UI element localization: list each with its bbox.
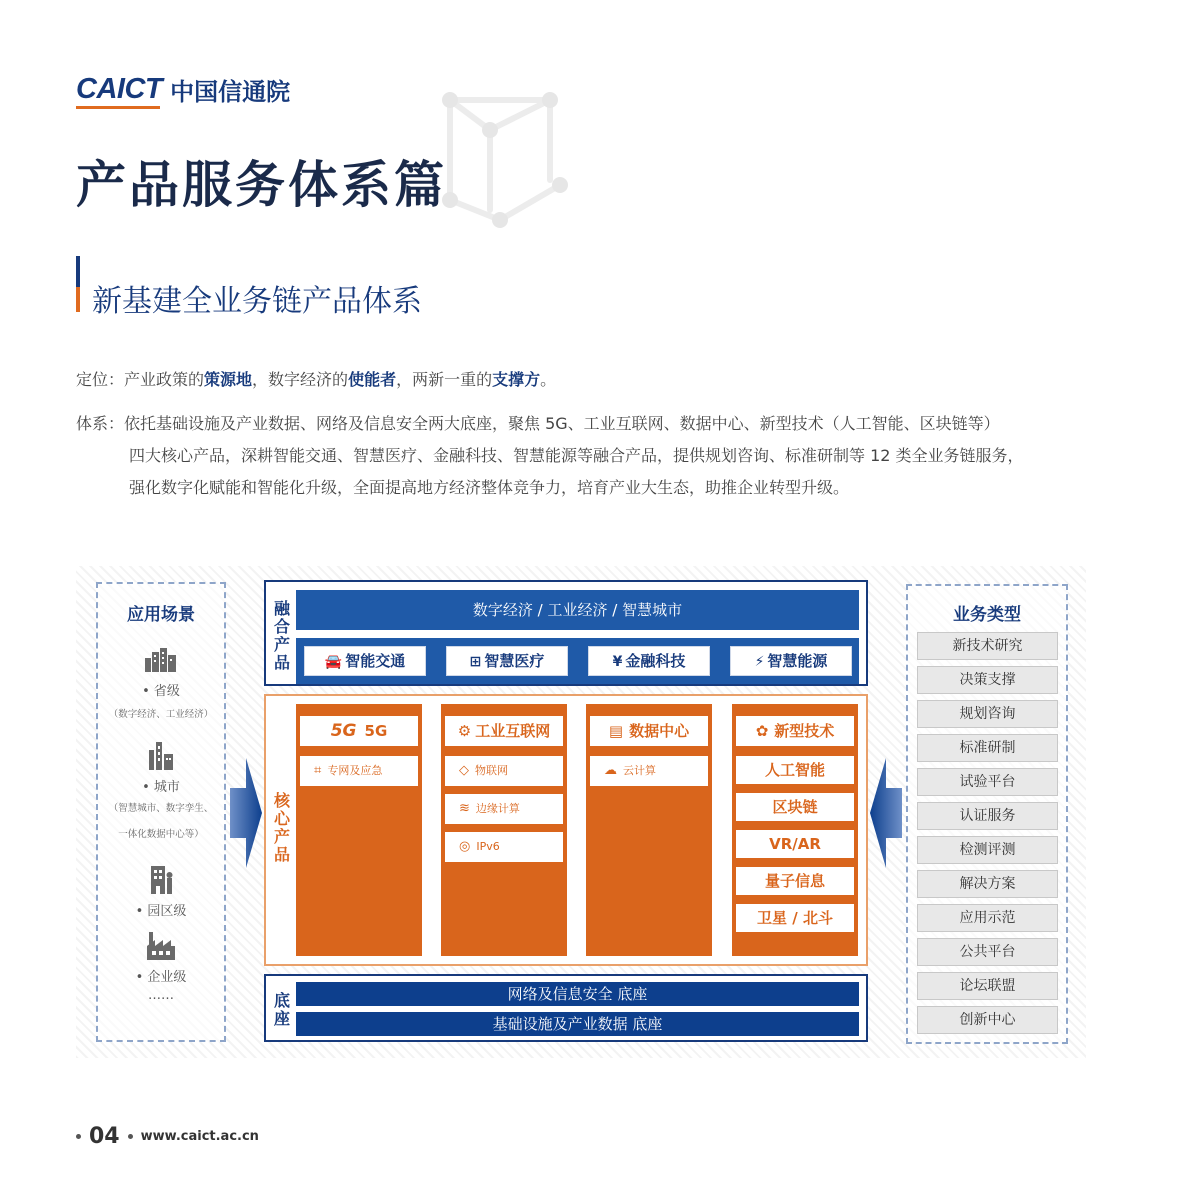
footer-url[interactable]: www.caict.ac.cn [140,1129,259,1144]
base-label: 底座 [273,991,290,1028]
business-item: 检测评测 [917,836,1058,864]
core-item-vr-ar: VR/AR [736,830,854,858]
tech-network-icon: ✿ [755,722,769,740]
scene-province: • 省级 [142,684,180,699]
scene-province-note: （数字经济、工业经济） [108,709,214,720]
scene-enterprise: • 企业级 [135,970,187,985]
business-item: 标准研制 [917,734,1058,762]
server-rack-icon: ▤ [608,722,624,740]
scenes-title: 应用场景 [127,605,195,625]
fusion-item-label: 智能交通 [345,652,406,670]
bullet-dot [76,1134,81,1139]
core-col-data-center [586,704,712,956]
fusion-item-smart-medical [446,646,568,676]
core-sub-label: 专网及应急 [327,764,383,777]
bold-term: 使能者 [348,370,397,389]
network-icon: ⌗ [314,763,322,778]
page-number: 04 [89,1124,120,1149]
fusion-item-label: 智慧医疗 [484,652,545,670]
core-head-label: 新型技术 [774,722,835,740]
core-sub-cloud-computing [590,756,708,786]
business-item: 试验平台 [917,768,1058,796]
logo-cn: 中国信通院 [170,78,291,106]
cloud-icon: ☁ [604,763,617,778]
business-item: 论坛联盟 [917,972,1058,1000]
text-run: ，两新一重的 [396,370,493,389]
positioning-paragraph [76,364,556,396]
text-run: ，数字经济的 [252,370,349,389]
core-sub-label: IPv6 [476,840,500,853]
brand-logo [76,72,290,107]
park-building-icon [98,864,224,901]
business-types-panel [906,584,1068,1044]
5g-logo-icon: 5G [330,721,357,741]
scene-city-note-2: 一体化数据中心等） [118,829,204,840]
city-icon [98,740,224,777]
fusion-label: 融合产品 [273,599,290,672]
core-label: 核心产品 [273,791,290,864]
business-item: 创新中心 [917,1006,1058,1034]
factory-icon [98,930,224,967]
business-item: 规划咨询 [917,700,1058,728]
core-sub-label: 云计算 [623,764,656,777]
core-head-label: 工业互联网 [475,722,551,740]
business-item: 决策支撑 [917,666,1058,694]
core-item-quantum: 量子信息 [736,867,854,895]
core-item-blockchain: 区块链 [736,793,854,821]
fusion-item-label: 金融科技 [625,652,686,670]
section-accent-bar [76,256,80,312]
base-band-infrastructure: 基础设施及产业数据 底座 [296,1012,859,1036]
business-item: 认证服务 [917,802,1058,830]
edge-computing-icon: ≋ [459,801,470,816]
core-sub-private-network [300,756,418,786]
ipv6-icon: ◎ [459,839,471,854]
core-item-ai: 人工智能 [736,756,854,784]
medical-kit-icon: ⊞ [469,654,482,670]
robot-arm-icon: ⚙ [457,722,472,740]
core-col-new-tech [732,704,858,956]
scene-more-ellipsis: …… [148,988,174,1003]
system-line: 依托基础设施及产业数据、网络及信息安全两大底座，聚焦 5G、工业互联网、数据中心、新型技术（人工智能、区块链等） [124,414,1000,433]
text-run: 。 [540,370,557,389]
text-run: 产业政策的 [124,370,205,389]
core-sub-edge-computing [445,794,563,824]
fusion-item-label: 智慧能源 [767,652,828,670]
iot-icon: ◇ [459,763,469,778]
fintech-icon: ¥ [612,654,623,670]
scene-park: • 园区级 [135,904,187,919]
system-label: 体系： [76,414,125,433]
cube-network-decoration [430,70,570,230]
positioning-label: 定位： [76,370,125,389]
power-tower-icon: ⚡ [754,654,765,670]
core-head-industrial-internet [445,716,563,746]
scene-city-note-1: （智慧城市、数字孪生、 [108,803,214,814]
logo-caict: CAICT [76,73,163,105]
core-head-new-tech [736,716,854,746]
core-col-industrial-internet [441,704,567,956]
core-sub-label: 边缘计算 [475,802,520,815]
core-head-label: 数据中心 [629,722,690,740]
section-title: 新基建全业务链产品体系 [92,284,422,319]
fusion-band: 数字经济 / 工业经济 / 智慧城市 [296,590,859,630]
core-sub-iot [445,756,563,786]
base-band-security: 网络及信息安全 底座 [296,982,859,1006]
application-scenes-panel [96,582,226,1042]
core-sub-label: 物联网 [475,764,508,777]
bullet-dot [128,1134,133,1139]
core-head-5g [300,716,418,746]
page-title: 产品服务体系篇 [76,156,447,214]
core-sub-ipv6 [445,832,563,862]
system-line: 四大核心产品，深耕智能交通、智慧医疗、金融科技、智慧能源等融合产品，提供规划咨询、标准研制等 12 类全业务链服务， [129,446,1024,465]
business-title: 业务类型 [953,605,1021,625]
fusion-item-fintech [588,646,710,676]
left-arrow-icon [870,758,904,868]
bold-term: 支撑方 [492,370,541,389]
business-item: 解决方案 [917,870,1058,898]
city-buildings-icon [98,646,224,679]
system-line: 强化数字化赋能和智能化升级，全面提高地方经济整体竞争力，培育产业大生态，助推企业转型升级。 [129,478,850,497]
right-arrow-icon [228,758,262,868]
bold-term: 策源地 [204,370,253,389]
core-item-satellite: 卫星 / 北斗 [736,904,854,932]
core-head-data-center [590,716,708,746]
business-item: 新技术研究 [917,632,1058,660]
core-col-5g [296,704,422,956]
system-paragraph [76,408,1156,504]
business-item: 应用示范 [917,904,1058,932]
fusion-item-smart-traffic [304,646,426,676]
fusion-item-smart-energy [730,646,852,676]
scene-city: • 城市 [142,780,180,795]
page-footer [76,1124,259,1149]
core-head-label: 5G [364,722,388,740]
car-icon: 🚘 [324,654,343,670]
business-item: 公共平台 [917,938,1058,966]
